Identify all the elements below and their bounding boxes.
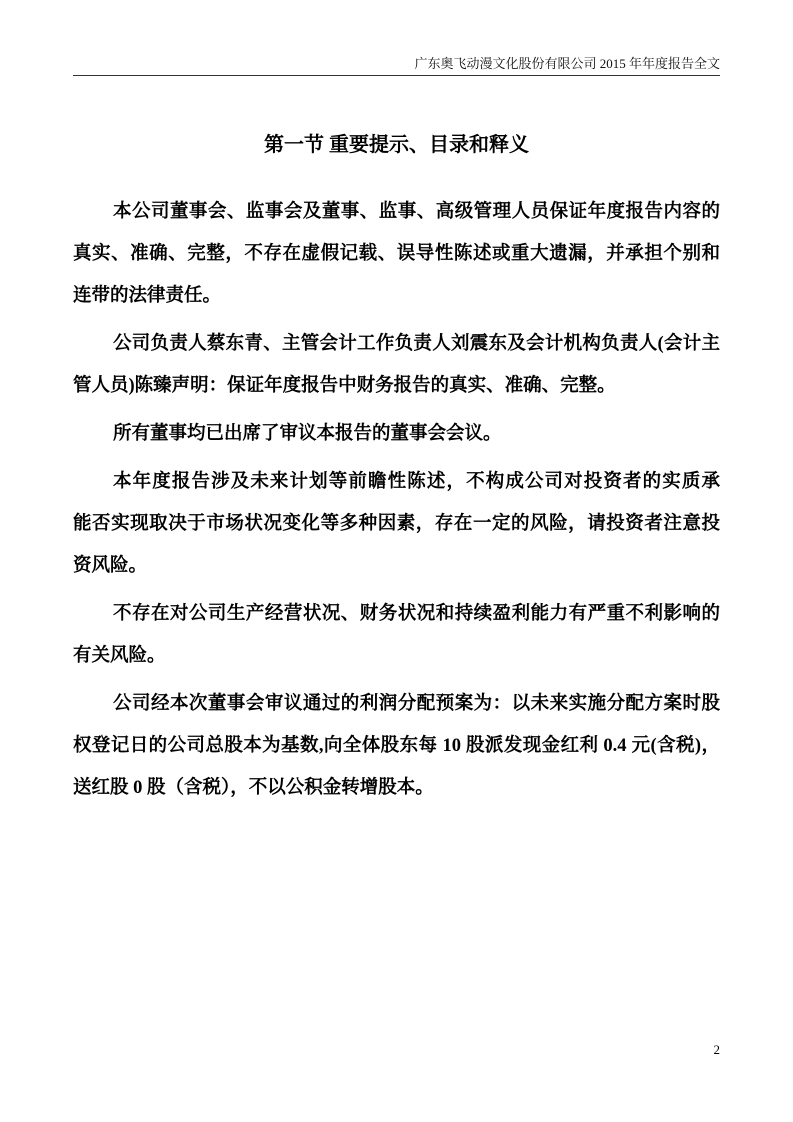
paragraph-line: 管人员)陈臻声明：保证年度报告中财务报告的真实、准确、完整。	[73, 376, 616, 396]
paragraph-line: 资风险。	[73, 556, 148, 576]
paragraph-line: 有关风险。	[73, 646, 166, 666]
paragraph-line: 本年度报告涉及未来计划等前瞻性陈述，不构成公司对投资者的实质承	[113, 472, 720, 492]
paragraph-board-attendance	[73, 413, 720, 455]
paragraph-line: 公司经本次董事会审议通过的利润分配预案为：以未来实施分配方案时股	[113, 694, 720, 714]
page-number: 2	[713, 1042, 720, 1057]
body-text	[73, 191, 720, 815]
paragraph-profit-distribution	[73, 683, 720, 809]
paragraph-line: 能否实现取决于市场状况变化等多种因素，存在一定的风险，请投资者注意投	[73, 514, 720, 534]
paragraph-risk-statement	[73, 593, 720, 677]
paragraph-line: 所有董事均已出席了审议本报告的董事会会议。	[113, 424, 502, 444]
running-header: 广东奥飞动漫文化股份有限公司 2015 年年度报告全文	[414, 56, 720, 71]
paragraph-line: 本公司董事会、监事会及董事、监事、高级管理人员保证年度报告内容的	[113, 202, 720, 222]
paragraph-line: 连带的法律责任。	[73, 286, 222, 306]
section-title: 第一节 重要提示、目录和释义	[264, 134, 529, 156]
paragraph-line: 送红股 0 股（含税），不以公积金转增股本。	[73, 778, 434, 798]
paragraph-forward-looking	[73, 461, 720, 587]
paragraph-line: 权登记日的公司总股本为基数,向全体股东每 10 股派发现金红利 0.4 元(含税)，	[73, 736, 720, 756]
paragraph-responsibility-statement	[73, 191, 720, 317]
paragraph-line: 不存在对公司生产经营状况、财务状况和持续盈利能力有严重不利影响的	[113, 604, 720, 624]
paragraph-line: 公司负责人蔡东青、主管会计工作负责人刘震东及会计机构负责人(会计主	[113, 334, 720, 354]
paragraph-line: 真实、准确、完整，不存在虚假记载、误导性陈述或重大遗漏，并承担个别和	[73, 244, 720, 264]
paragraph-officer-declaration	[73, 323, 720, 407]
header-rule	[73, 75, 720, 76]
